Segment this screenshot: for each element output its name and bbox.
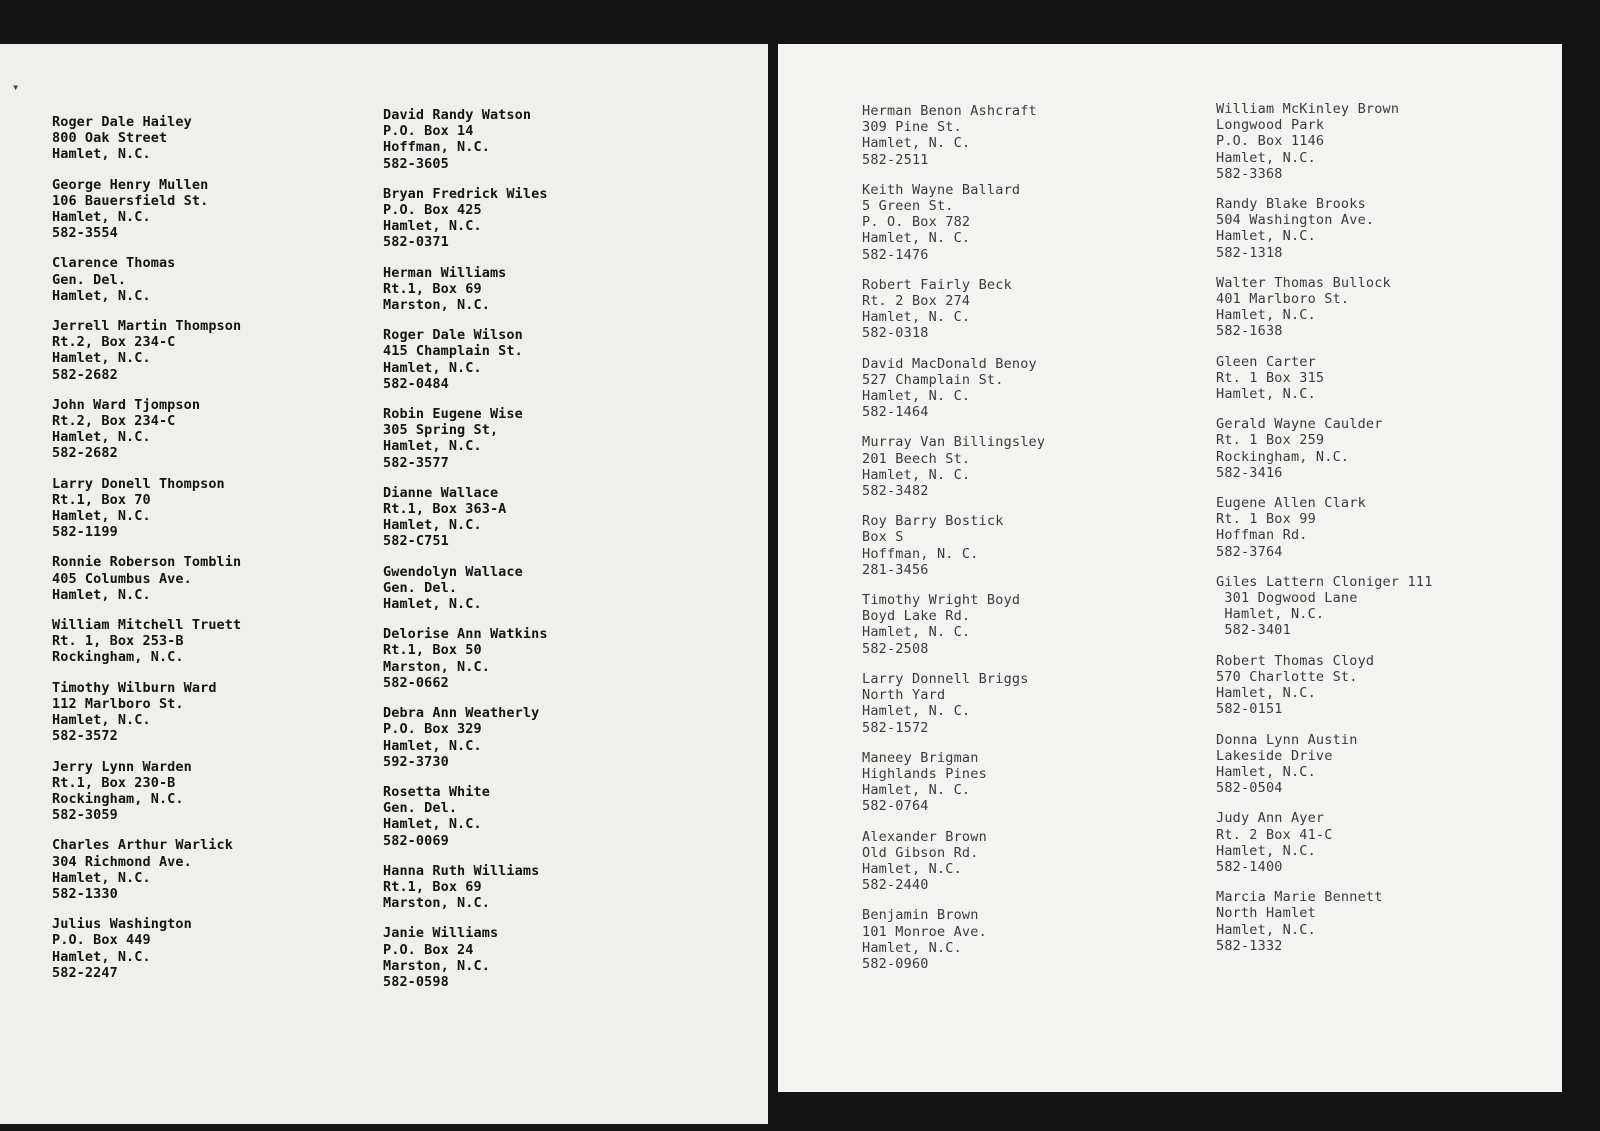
entry-line: 582-2440	[862, 877, 929, 894]
entry-line: 582-0069	[383, 832, 449, 849]
entry-line: Hamlet, N.C.	[52, 429, 151, 446]
entry-line: Rockingham, N.C.	[52, 649, 184, 666]
entry-line: Hamlet, N.C.	[1216, 228, 1316, 245]
address-entry	[383, 406, 683, 471]
address-entry	[1216, 416, 1546, 481]
entry-line: Hamlet, N. C.	[862, 624, 971, 641]
entry-line: P.O. Box 329	[383, 721, 482, 738]
entry-line: 301 Dogwood Lane	[1216, 590, 1358, 607]
entry-line: 582-3577	[383, 454, 449, 471]
address-entry	[52, 318, 352, 383]
entry-line: Hoffman, N. C.	[862, 545, 979, 562]
entry-name: Robert Fairly Beck	[862, 276, 1012, 293]
entry-name: Larry Donnell Briggs	[862, 670, 1029, 687]
entry-line: Marston, N.C.	[383, 895, 490, 912]
entry-line: Rt.1, Box 70	[52, 491, 151, 508]
entry-name: Gerald Wayne Caulder	[1216, 416, 1383, 433]
entry-line: 582-2247	[52, 964, 118, 981]
entry-line: Marston, N.C.	[383, 297, 490, 314]
address-entry	[1216, 354, 1546, 403]
entry-line: Hamlet, N. C.	[862, 782, 971, 799]
entry-name: Timothy Wright Boyd	[862, 592, 1021, 609]
entry-line: 106 Bauersfield St.	[52, 192, 209, 209]
address-entry	[862, 356, 1182, 421]
entry-line: North Yard	[862, 687, 946, 704]
entry-name: Clarence Thomas	[52, 255, 176, 272]
entry-name: Giles Lattern Cloniger 111	[1216, 573, 1433, 590]
entry-name: Gleen Carter	[1216, 353, 1316, 370]
entry-line: P.O. Box 1146	[1216, 133, 1325, 150]
entry-line: 582-3059	[52, 807, 118, 824]
entry-name: David Randy Watson	[383, 107, 532, 123]
entry-line: Hamlet, N.C.	[52, 209, 151, 226]
entry-line: 281-3456	[862, 561, 929, 578]
entry-line: Hamlet, N.C.	[1216, 307, 1316, 324]
address-entry	[862, 103, 1182, 168]
entry-line: P.O. Box 449	[52, 932, 151, 949]
entry-line: Hamlet, N.C.	[1216, 842, 1316, 859]
entry-line: 527 Champlain St.	[862, 371, 1004, 388]
entry-line: 582-0764	[862, 798, 929, 815]
entry-line: Hoffman Rd.	[1216, 527, 1308, 544]
entry-line: 112 Marlboro St.	[52, 695, 184, 712]
entry-line: Rt.1, Box 230-B	[52, 774, 176, 791]
address-entry	[1216, 101, 1546, 182]
entry-name: David MacDonald Benoy	[862, 355, 1037, 372]
stray-mark: ▾	[12, 80, 20, 94]
address-entry	[383, 107, 683, 172]
entry-line: Gen. Del.	[383, 800, 458, 817]
entry-line: Hamlet, N.C.	[52, 508, 151, 525]
entry-name: Robert Thomas Cloyd	[1216, 652, 1375, 669]
left-page-column-2	[383, 107, 683, 1004]
entry-name: Randy Blake Brooks	[1216, 196, 1366, 213]
entry-line: 582-0151	[1216, 701, 1283, 718]
address-entry	[862, 907, 1182, 972]
entry-line: Rockingham, N.C.	[1216, 448, 1350, 465]
entry-line: 201 Beech St.	[862, 450, 971, 467]
entry-name: Julius Washington	[52, 916, 192, 933]
address-entry	[383, 485, 683, 550]
entry-line: Rt.1, Box 50	[383, 642, 482, 659]
entry-line: Hamlet, N.C.	[1216, 386, 1316, 403]
entry-line: 570 Charlotte St.	[1216, 668, 1358, 685]
entry-name: Alexander Brown	[862, 828, 987, 845]
right-page-column-1	[862, 103, 1182, 986]
entry-line: 582-2682	[52, 366, 118, 383]
entry-line: 582-1400	[1216, 858, 1283, 875]
right-page-column-2	[1216, 101, 1546, 968]
address-entry	[862, 750, 1182, 815]
address-entry	[383, 626, 683, 691]
address-entry	[383, 925, 683, 990]
entry-name: Herman Williams	[383, 264, 507, 281]
address-entry	[1216, 889, 1546, 954]
address-entry	[862, 513, 1182, 578]
address-entry	[52, 114, 352, 163]
entry-name: Donna Lynn Austin	[1216, 731, 1358, 748]
address-entry	[52, 759, 352, 824]
address-entry	[862, 277, 1182, 342]
address-entry	[1216, 574, 1546, 639]
entry-line: 582-1330	[52, 885, 118, 902]
entry-line: Rt.1, Box 69	[383, 878, 482, 895]
address-entry	[383, 705, 683, 770]
entry-line: 582-0662	[383, 674, 449, 691]
entry-line: 582-0504	[1216, 780, 1283, 797]
entry-line: 582-2511	[862, 151, 929, 168]
entry-name: Roger Dale Wilson	[383, 327, 523, 344]
entry-line: Hamlet, N. C.	[862, 230, 971, 247]
entry-name: William Mitchell Truett	[52, 617, 242, 634]
entry-line: Hamlet, N.C.	[383, 596, 482, 613]
address-entry	[1216, 732, 1546, 797]
address-entry	[862, 182, 1182, 263]
entry-line: Boyd Lake Rd.	[862, 608, 971, 625]
entry-line: 582-1638	[1216, 323, 1283, 340]
entry-line: Gen. Del.	[52, 271, 127, 288]
entry-line: Hamlet, N.C.	[383, 359, 482, 376]
left-page-column-1	[52, 114, 352, 995]
entry-line: 401 Marlboro St.	[1216, 291, 1350, 308]
address-entry	[52, 476, 352, 541]
entry-line: Lakeside Drive	[1216, 747, 1333, 764]
entry-name: Bryan Fredrick Wiles	[383, 185, 548, 202]
entry-name: Hanna Ruth Williams	[383, 862, 540, 879]
entry-name: Marcia Marie Bennett	[1216, 889, 1383, 906]
entry-line: Rockingham, N.C.	[52, 790, 184, 807]
entry-line: Hamlet, N. C.	[862, 309, 971, 326]
entry-line: Hamlet, N.C.	[383, 218, 482, 235]
address-entry	[862, 829, 1182, 894]
entry-line: 582-3605	[383, 155, 449, 172]
entry-line: Rt.1, Box 69	[383, 280, 482, 297]
entry-name: Robin Eugene Wise	[383, 406, 523, 423]
address-entry	[383, 327, 683, 392]
entry-line: 5 Green St.	[862, 198, 954, 215]
entry-name: George Henry Mullen	[52, 176, 209, 193]
entry-name: Dianne Wallace	[383, 484, 499, 501]
entry-line: 504 Washington Ave.	[1216, 212, 1375, 229]
entry-line: Hamlet, N.C.	[862, 860, 962, 877]
entry-line: 592-3730	[383, 753, 449, 770]
entry-line: 305 Spring St,	[383, 422, 499, 439]
entry-name: Larry Donell Thompson	[52, 475, 225, 492]
address-entry	[1216, 495, 1546, 560]
entry-name: Maneey Brigman	[862, 749, 979, 766]
entry-line: Hamlet, N.C.	[52, 948, 151, 965]
entry-line: Rt.1, Box 363-A	[383, 501, 507, 518]
entry-line: Hamlet, N.C.	[52, 586, 151, 603]
entry-line: 582-1464	[862, 404, 929, 421]
address-entry	[862, 434, 1182, 499]
entry-line: P.O. Box 24	[383, 941, 474, 958]
entry-line: Marston, N.C.	[383, 658, 490, 675]
address-entry	[862, 671, 1182, 736]
entry-line: Rt. 1, Box 253-B	[52, 633, 184, 650]
address-entry	[52, 255, 352, 304]
entry-line: P. O. Box 782	[862, 214, 971, 231]
entry-name: Janie Williams	[383, 925, 499, 942]
entry-name: Judy Ann Ayer	[1216, 810, 1325, 827]
entry-name: Roger Dale Hailey	[52, 114, 192, 130]
entry-line: Hamlet, N.C.	[1216, 606, 1325, 623]
entry-name: Ronnie Roberson Tomblin	[52, 554, 242, 571]
entry-line: Gen. Del.	[383, 579, 458, 596]
entry-line: 582-3401	[1216, 622, 1291, 639]
entry-line: Rt. 2 Box 41-C	[1216, 826, 1333, 843]
entry-line: 582-3482	[862, 483, 929, 500]
entry-line: 415 Champlain St.	[383, 343, 523, 360]
entry-line: Rt. 1 Box 315	[1216, 369, 1325, 386]
entry-name: Gwendolyn Wallace	[383, 563, 523, 580]
entry-line: 405 Columbus Ave.	[52, 570, 192, 587]
entry-name: Roy Barry Bostick	[862, 513, 1004, 530]
entry-line: 582-1476	[862, 246, 929, 263]
entry-name: Timothy Wilburn Ward	[52, 679, 217, 696]
entry-line: 582-C751	[383, 533, 449, 550]
entry-line: Hamlet, N. C.	[862, 388, 971, 405]
left-page	[0, 44, 768, 1124]
entry-line: 304 Richmond Ave.	[52, 853, 192, 870]
address-entry	[52, 177, 352, 242]
entry-line: 582-3554	[52, 225, 118, 242]
entry-line: 582-1572	[862, 719, 929, 736]
entry-name: Walter Thomas Bullock	[1216, 274, 1391, 291]
entry-line: Hamlet, N.C.	[383, 816, 482, 833]
entry-line: Hamlet, N.C.	[52, 712, 151, 729]
entry-line: Hamlet, N.C.	[862, 939, 962, 956]
address-entry	[1216, 275, 1546, 340]
address-entry	[52, 916, 352, 981]
address-entry	[383, 784, 683, 849]
entry-line: Box S	[862, 529, 904, 546]
entry-line: P.O. Box 425	[383, 202, 482, 219]
entry-line: Marston, N.C.	[383, 957, 490, 974]
entry-name: Murray Van Billingsley	[862, 434, 1046, 451]
entry-name: Delorise Ann Watkins	[383, 626, 548, 643]
entry-name: Rosetta White	[383, 783, 490, 800]
entry-line: 582-1318	[1216, 244, 1283, 261]
entry-name: William McKinley Brown	[1216, 101, 1400, 117]
entry-line: Old Gibson Rd.	[862, 844, 979, 861]
entry-line: P.O. Box 14	[383, 123, 474, 140]
address-entry	[52, 680, 352, 745]
entry-name: Herman Benon Ashcraft	[862, 103, 1037, 119]
address-entry	[52, 837, 352, 902]
entry-line: Longwood Park	[1216, 117, 1325, 134]
entry-name: Benjamin Brown	[862, 907, 979, 924]
entry-name: Debra Ann Weatherly	[383, 705, 540, 722]
address-entry	[52, 554, 352, 603]
entry-line: Hamlet, N.C.	[1216, 763, 1316, 780]
entry-line: 582-1199	[52, 524, 118, 541]
entry-line: Rt.2, Box 234-C	[52, 413, 176, 430]
entry-line: Hamlet, N. C.	[862, 135, 971, 152]
address-entry	[383, 564, 683, 613]
entry-name: Charles Arthur Warlick	[52, 837, 234, 854]
entry-line: 582-0484	[383, 375, 449, 392]
entry-line: Hamlet, N.C.	[1216, 921, 1316, 938]
entry-line: Rt.2, Box 234-C	[52, 334, 176, 351]
address-entry	[383, 265, 683, 314]
entry-name: John Ward Tjompson	[52, 396, 201, 413]
entry-line: Hamlet, N.C.	[383, 737, 482, 754]
entry-line: 582-3368	[1216, 165, 1283, 182]
entry-line: 582-3572	[52, 728, 118, 745]
address-entry	[52, 397, 352, 462]
entry-line: 309 Pine St.	[862, 119, 962, 136]
entry-name: Keith Wayne Ballard	[862, 181, 1021, 198]
entry-line: 582-1332	[1216, 937, 1283, 954]
entry-line: Hamlet, N.C.	[52, 287, 151, 304]
entry-line: Hamlet, N.C.	[52, 350, 151, 367]
entry-line: 582-3416	[1216, 464, 1283, 481]
entry-line: Hamlet, N.C.	[1216, 685, 1316, 702]
entry-name: Jerrell Martin Thompson	[52, 318, 242, 335]
entry-name: Jerry Lynn Warden	[52, 758, 192, 775]
address-entry	[1216, 810, 1546, 875]
address-entry	[862, 592, 1182, 657]
address-entry	[383, 186, 683, 251]
entry-line: Highlands Pines	[862, 765, 987, 782]
address-entry	[1216, 196, 1546, 261]
entry-line: Hamlet, N.C.	[52, 146, 151, 163]
entry-line: 582-2508	[862, 640, 929, 657]
address-entry	[383, 863, 683, 912]
entry-line: 582-0318	[862, 325, 929, 342]
entry-line: Hamlet, N.C.	[383, 438, 482, 455]
entry-line: Hamlet, N. C.	[862, 466, 971, 483]
entry-line: Hamlet, N.C.	[383, 517, 482, 534]
entry-line: 582-3764	[1216, 543, 1283, 560]
entry-line: 582-0960	[862, 955, 929, 972]
entry-line: 582-2682	[52, 445, 118, 462]
entry-line: North Hamlet	[1216, 905, 1316, 922]
address-entry	[1216, 653, 1546, 718]
entry-line: 101 Monroe Ave.	[862, 923, 987, 940]
entry-line: Rt. 1 Box 259	[1216, 432, 1325, 449]
address-entry	[52, 617, 352, 666]
entry-line: 582-0598	[383, 973, 449, 990]
entry-line: Hamlet, N.C.	[52, 869, 151, 886]
entry-line: Hamlet, N.C.	[1216, 149, 1316, 166]
entry-line: 582-0371	[383, 234, 449, 251]
entry-line: Rt. 1 Box 99	[1216, 511, 1316, 528]
right-page	[778, 44, 1562, 1092]
entry-line: Hamlet, N. C.	[862, 703, 971, 720]
entry-line: 800 Oak Street	[52, 130, 168, 147]
entry-line: Rt. 2 Box 274	[862, 293, 971, 310]
entry-line: Hoffman, N.C.	[383, 139, 490, 156]
entry-name: Eugene Allen Clark	[1216, 495, 1366, 512]
